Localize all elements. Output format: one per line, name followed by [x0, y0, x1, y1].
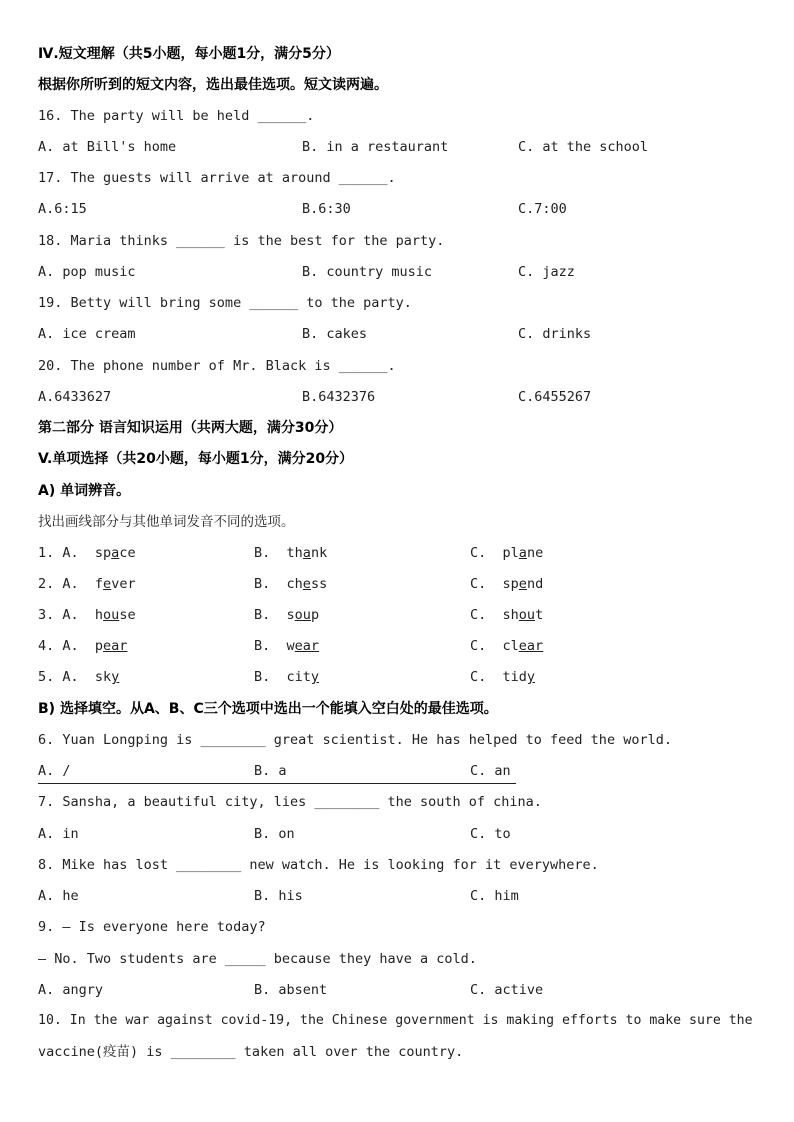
option-b[interactable]: B. thank [254, 545, 328, 561]
option-b[interactable]: B. city [254, 669, 320, 685]
question-20-options [38, 385, 768, 409]
question-9-options [38, 978, 768, 1002]
option-c[interactable]: C. clear [470, 638, 544, 654]
option-b[interactable]: B. chess [254, 576, 328, 592]
subsection-a-title: A) 单词辨音。 [38, 483, 131, 499]
option-c[interactable]: C. shout [470, 607, 544, 623]
option-b[interactable]: B. cakes [302, 326, 368, 342]
section-4-title: Ⅳ.短文理解（共5小题，每小题1分，满分5分） [38, 46, 340, 62]
option-c[interactable]: C. plane [470, 545, 544, 561]
question-6-options [38, 759, 768, 783]
question-20-stem: 20. The phone number of Mr. Black is ______. [38, 358, 396, 374]
question-10-stem: 10. In the war against covid-19, the Chinese government is making efforts to make sure the [38, 1013, 753, 1028]
section-4-instruction: 根据你所听到的短文内容，选出最佳选项。短文读两遍。 [38, 77, 388, 93]
option-c[interactable]: C.6455267 [518, 389, 592, 405]
option-b[interactable]: B. his [254, 888, 303, 904]
option-a[interactable]: A. angry [38, 982, 104, 998]
option-a[interactable]: A. pop music [38, 264, 136, 280]
question-7-options [38, 822, 768, 846]
option-b[interactable]: B. absent [254, 982, 328, 998]
option-a[interactable]: 5. A. sky [38, 669, 120, 685]
option-a[interactable]: A. at Bill's home [38, 139, 177, 155]
option-b[interactable]: B.6:30 [302, 201, 351, 217]
option-b[interactable]: B. country music [302, 264, 433, 280]
option-b[interactable]: B. in a restaurant [302, 139, 449, 155]
question-18-stem: 18. Maria thinks ______ is the best for the party. [38, 233, 445, 249]
option-c[interactable]: C. drinks [518, 326, 592, 342]
phonics-question-2 [38, 572, 768, 596]
part-2-title: 第二部分 语言知识运用（共两大题，满分30分） [38, 420, 343, 436]
question-7-stem: 7. Sansha, a beautiful city, lies ________ the south of china. [38, 794, 542, 810]
phonics-question-1 [38, 541, 768, 565]
option-a[interactable]: 1. A. space [38, 545, 136, 561]
option-c[interactable]: C. at the school [518, 139, 649, 155]
question-6-stem: 6. Yuan Longping is ________ great scientist. He has helped to feed the world. [38, 732, 672, 748]
option-c[interactable]: C. jazz [518, 264, 575, 280]
option-a[interactable]: A.6433627 [38, 389, 112, 405]
option-c[interactable]: C. spend [470, 576, 544, 592]
option-b[interactable]: B.6432376 [302, 389, 376, 405]
option-b[interactable]: B. a [254, 763, 287, 779]
option-a[interactable]: A. / [38, 763, 71, 779]
option-a[interactable]: A.6:15 [38, 201, 87, 217]
option-c[interactable]: C.7:00 [518, 201, 567, 217]
option-b[interactable]: B. on [254, 826, 295, 842]
option-b[interactable]: B. soup [254, 607, 320, 623]
question-17-options [38, 197, 768, 221]
section-5-title: V.单项选择（共20小题，每小题1分，满分20分） [38, 451, 354, 467]
option-b[interactable]: B. wear [254, 638, 320, 654]
phonics-question-5 [38, 665, 768, 689]
subsection-b-title: B) 选择填空。从A、B、C三个选项中选出一个能填入空白处的最佳选项。 [38, 701, 498, 717]
question-16-options [38, 135, 768, 159]
subsection-a-instruction: 找出画线部分与其他单词发音不同的选项。 [38, 514, 295, 530]
question-18-options [38, 260, 768, 284]
question-19-options [38, 322, 768, 346]
option-c[interactable]: C. to [470, 826, 511, 842]
option-a[interactable]: A. in [38, 826, 79, 842]
option-c[interactable]: C. him [470, 888, 519, 904]
option-a[interactable]: 3. A. house [38, 607, 136, 623]
question-16-stem: 16. The party will be held ______. [38, 108, 315, 124]
option-a[interactable]: 2. A. fever [38, 576, 136, 592]
question-9-stem-continued: — No. Two students are _____ because they have a cold. [38, 951, 477, 967]
question-9-stem: 9. — Is everyone here today? [38, 919, 266, 935]
option-c[interactable]: C. tidy [470, 669, 536, 685]
option-c[interactable]: C. active [470, 982, 544, 998]
option-a[interactable]: A. ice cream [38, 326, 136, 342]
option-c[interactable]: C. an [470, 763, 511, 779]
question-8-stem: 8. Mike has lost ________ new watch. He is looking for it everywhere. [38, 857, 599, 873]
question-17-stem: 17. The guests will arrive at around ______. [38, 170, 396, 186]
option-a[interactable]: 4. A. pear [38, 638, 128, 654]
phonics-question-4 [38, 634, 768, 658]
question-8-options [38, 884, 768, 908]
question-10-stem-continued: vaccine(疫苗) is ________ taken all over the country. [38, 1044, 464, 1060]
question-19-stem: 19. Betty will bring some ______ to the party. [38, 295, 412, 311]
option-a[interactable]: A. he [38, 888, 79, 904]
phonics-question-3 [38, 603, 768, 627]
